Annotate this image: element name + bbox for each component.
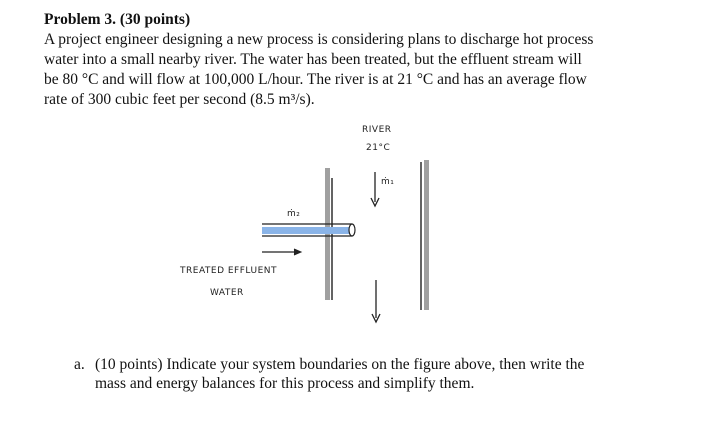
question-a [74,355,674,393]
problem-line-2: water into a small nearby river. The water has been treated, but the effluent stream will [44,51,582,68]
effluent-label-line2: WATER [210,288,244,298]
problem-line-4: rate of 300 cubic feet per second (8.5 m³/s). [44,91,315,108]
question-line-1: (10 points) Indicate your system boundaries on the figure above, then write the [95,356,585,373]
m2-label: ṁ₂ [287,209,301,219]
question-body [95,355,674,393]
problem-line-1: A project engineer designing a new process is considering plans to discharge hot process [44,31,594,48]
river-temp-label: 21°C [366,143,391,153]
problem-line-3: be 80 °C and will flow at 100,000 L/hour. The river is at 21 °C and has an average flow [44,71,587,88]
problem-title: Problem 3. (30 points) [44,11,191,28]
effluent-label-line1: TREATED EFFLUENT [180,266,277,276]
pipe-outlet [349,224,355,236]
river-label: RIVER [362,125,392,135]
question-label: a. [74,356,85,373]
problem-statement [44,10,684,110]
river-discharge-figure [170,120,460,330]
question-line-2: mass and energy balances for this process and simplify them. [95,375,475,392]
effluent-arrow-icon [294,249,301,255]
figure-sketch [170,120,460,330]
right-bank [424,160,429,310]
effluent-pipe [262,227,352,234]
m1-label: ṁ₁ [381,177,395,187]
